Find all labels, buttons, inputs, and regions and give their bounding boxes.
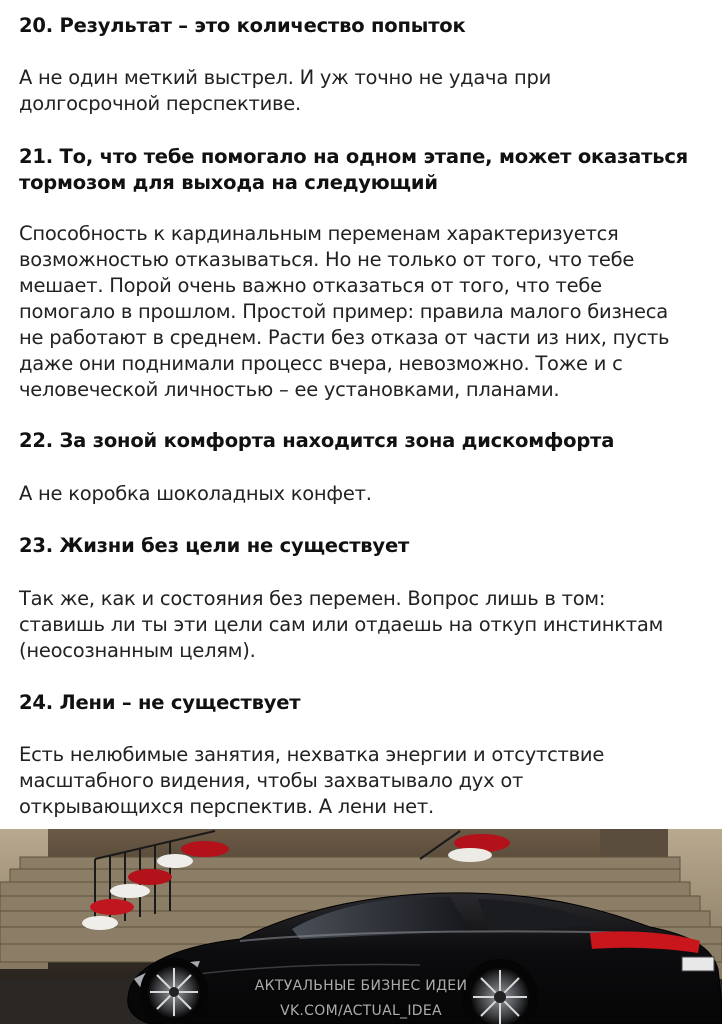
heading-line: 21. То, что тебе помогало на одном этапе, может оказаться <box>19 145 689 168</box>
body-line: долгосрочной перспективе. <box>19 92 301 115</box>
section-body-23 <box>19 586 663 664</box>
body-line: Есть нелюбимые занятия, нехватка энергии и отсутствие <box>19 743 605 766</box>
car-illustration <box>0 829 722 1024</box>
heading-line: 22. За зоной комфорта находится зона дискомфорта <box>19 429 615 452</box>
car-photo <box>0 829 722 1024</box>
section-body-22 <box>19 481 372 507</box>
section-body-24 <box>19 742 604 820</box>
body-line: А не коробка шоколадных конфет. <box>19 482 372 505</box>
body-line: А не один меткий выстрел. И уж точно не удача при <box>19 66 552 89</box>
body-line: даже они поднимали процесс вчера, невозможно. Тоже и с <box>19 352 623 375</box>
watermark-line-2: VK.COM/ACTUAL_IDEA <box>280 1003 442 1019</box>
section-heading-21 <box>19 144 688 196</box>
body-line: ставишь ли ты эти цели сам или отдаешь на откуп инстинктам <box>19 613 664 636</box>
heading-line: 23. Жизни без цели не существует <box>19 534 410 557</box>
section-heading-22 <box>19 428 614 454</box>
body-line: человеческой личностью – ее установками, планами. <box>19 378 560 401</box>
section-body-21 <box>19 221 669 403</box>
body-line: возможностью отказываться. Но не только от того, что тебе <box>19 248 635 271</box>
heading-line: 20. Результат – это количество попыток <box>19 14 466 37</box>
body-line: мешает. Порой очень важно отказаться от того, что тебе <box>19 274 602 297</box>
section-body-20 <box>19 65 551 117</box>
body-line: (неосознанным целям). <box>19 639 256 662</box>
watermark-line-1: АКТУАЛЬНЫЕ БИЗНЕС ИДЕИ <box>254 978 468 994</box>
heading-line: 24. Лени – не существует <box>19 691 301 714</box>
body-line: не работают в среднем. Расти без отказа от части из них, пусть <box>19 326 670 349</box>
body-line: открывающихся перспектив. А лени нет. <box>19 795 434 818</box>
body-line: масштабного видения, чтобы захватывало дух от <box>19 769 524 792</box>
section-heading-24 <box>19 690 300 716</box>
section-heading-23 <box>19 533 409 559</box>
body-line: Способность к кардинальным переменам характеризуется <box>19 222 619 245</box>
section-heading-20 <box>19 13 466 39</box>
heading-line: тормозом для выхода на следующий <box>19 171 438 194</box>
body-line: помогало в прошлом. Простой пример: правила малого бизнеса <box>19 300 668 323</box>
body-line: Так же, как и состояния без перемен. Вопрос лишь в том: <box>19 587 606 610</box>
